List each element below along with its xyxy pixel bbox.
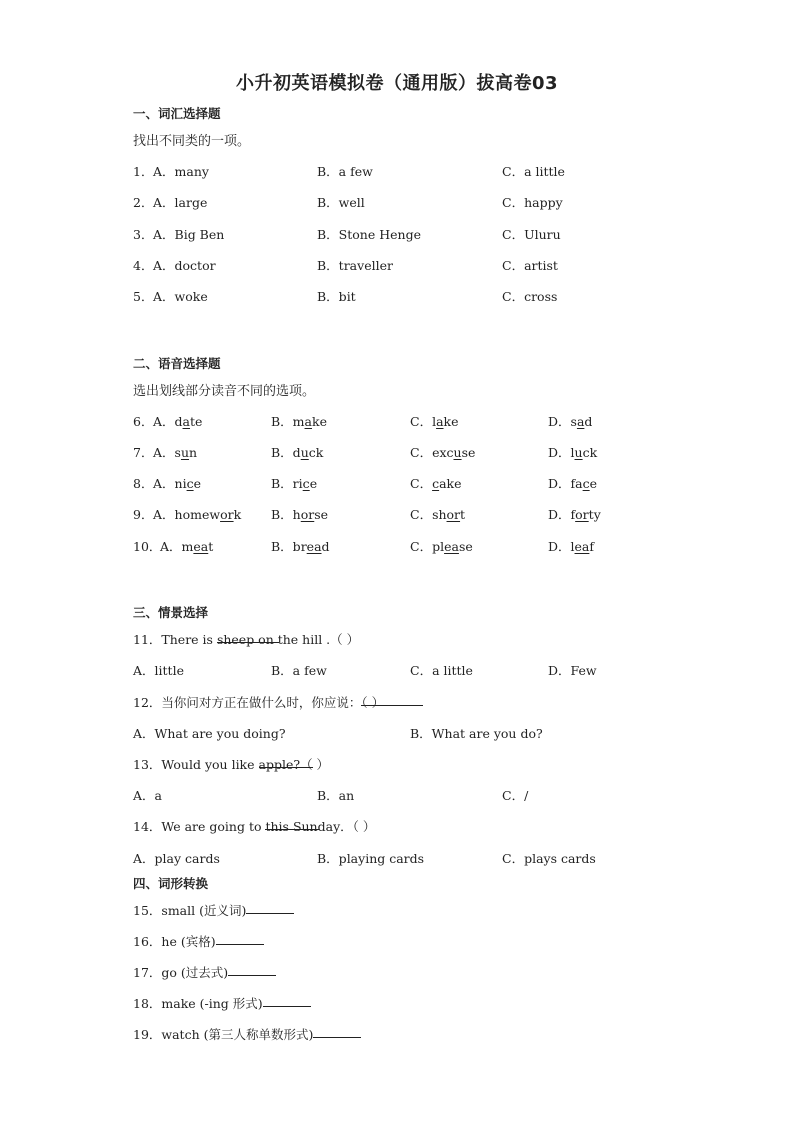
question-number: 8． (133, 476, 154, 491)
question-row (133, 932, 733, 952)
question-number: 1． (133, 164, 154, 179)
question-text: 18．make (-ing 形式) (133, 994, 263, 1012)
question-text: 12．当你问对方正在做什么时，你应说： （ ） (133, 693, 384, 711)
question-number: 3． (133, 227, 154, 242)
question-text: 15．small (近义词) (133, 901, 246, 919)
question-text: 11．There is sheep on the hill .（ ） (133, 632, 360, 647)
question-row (133, 505, 733, 525)
answer-blank[interactable] (246, 901, 294, 914)
option-a: A．play cards (133, 851, 220, 866)
answer-blank[interactable] (361, 693, 423, 706)
option-b: B．an (317, 788, 355, 803)
question-stem (133, 630, 733, 650)
option-d: D．luck (548, 445, 598, 460)
answer-blank[interactable] (265, 817, 319, 830)
question-row (133, 1025, 733, 1045)
option-b: B．a few (271, 663, 327, 678)
option-a: A．Big Ben (153, 227, 225, 242)
option-c: C．please (410, 539, 473, 554)
section-heading-situation: 三、情景选择 (133, 605, 209, 620)
section-heading-vocab: 一、词汇选择题 (133, 106, 221, 121)
question-row (133, 412, 733, 432)
option-a: A．meat (160, 539, 214, 554)
option-c: C．a little (410, 663, 473, 678)
option-a: A．nice (153, 476, 201, 491)
option-b: B．duck (271, 445, 324, 460)
section-instruction-phonics: 选出划线部分读音不同的选项。 (133, 384, 316, 399)
question-text: 19．watch (第三人称单数形式) (133, 1025, 313, 1043)
option-c: C．Uluru (502, 227, 561, 242)
question-row (133, 724, 733, 744)
option-a: A．doctor (153, 258, 216, 273)
question-row (133, 537, 733, 557)
answer-blank[interactable] (313, 1025, 361, 1038)
option-c: C．excuse (410, 445, 476, 460)
option-c: C．artist (502, 258, 558, 273)
option-a: A．What are you doing? (133, 726, 286, 741)
option-b: B．well (317, 195, 365, 210)
question-row (133, 901, 733, 921)
question-number: 10． (133, 539, 162, 554)
option-b: B．rice (271, 476, 318, 491)
question-stem (133, 693, 733, 713)
section-heading-wordforms: 四、词形转换 (133, 876, 209, 891)
option-b: B．traveller (317, 258, 393, 273)
question-row (133, 661, 733, 681)
option-c: C．a little (502, 164, 565, 179)
option-d: D．face (548, 476, 598, 491)
option-d: D．forty (548, 507, 601, 522)
question-text: 16．he (宾格) (133, 932, 216, 950)
option-b: B．Stone Henge (317, 227, 421, 242)
option-a: A．homework (153, 507, 242, 522)
option-c: C．happy (502, 195, 563, 210)
option-b: B．a few (317, 164, 373, 179)
question-stem (133, 755, 733, 775)
option-c: C．lake (410, 414, 459, 429)
option-a: A．sun (153, 445, 198, 460)
option-b: B．playing cards (317, 851, 425, 866)
option-d: D．sad (548, 414, 593, 429)
option-d: D．leaf (548, 539, 595, 554)
question-row (133, 963, 733, 983)
option-a: A．a (133, 788, 162, 803)
answer-blank[interactable] (216, 932, 264, 945)
section-heading-phonics: 二、语音选择题 (133, 356, 221, 371)
question-row (133, 786, 733, 806)
question-row (133, 443, 733, 463)
page-title: 小升初英语模拟卷（通用版）拔高卷03 (235, 73, 559, 94)
section-instruction-vocab: 找出不同类的一项。 (133, 134, 251, 149)
question-number: 6． (133, 414, 154, 429)
question-stem (133, 817, 733, 837)
option-c: C．/ (502, 788, 529, 803)
answer-blank[interactable] (263, 994, 311, 1007)
option-d: D．Few (548, 663, 597, 678)
question-row (133, 287, 733, 307)
question-row (133, 474, 733, 494)
question-row (133, 849, 733, 869)
option-a: A．woke (153, 289, 208, 304)
option-a: A．large (153, 195, 208, 210)
option-c: C．cross (502, 289, 558, 304)
option-b: B．horse (271, 507, 329, 522)
question-number: 9． (133, 507, 154, 522)
option-c: C．plays cards (502, 851, 596, 866)
question-number: 5． (133, 289, 154, 304)
question-row (133, 225, 733, 245)
option-b: B．What are you do? (410, 726, 543, 741)
option-a: A．date (153, 414, 203, 429)
answer-blank[interactable] (259, 755, 313, 768)
option-b: B．bread (271, 539, 330, 554)
option-b: B．make (271, 414, 327, 429)
question-number: 7． (133, 445, 154, 460)
question-number: 2． (133, 195, 154, 210)
option-a: A．many (153, 164, 209, 179)
question-text: 17．go (过去式) (133, 963, 228, 981)
option-c: C．short (410, 507, 466, 522)
question-number: 4． (133, 258, 154, 273)
question-row (133, 994, 733, 1014)
question-row (133, 193, 733, 213)
option-c: C．cake (410, 476, 462, 491)
question-row (133, 256, 733, 276)
question-text: 13．Would you like apple?（ ） (133, 757, 330, 772)
question-text: 14．We are going to this Sunday．（ ） (133, 819, 376, 834)
option-a: A．little (133, 663, 184, 678)
answer-blank[interactable] (217, 630, 279, 643)
question-row (133, 162, 733, 182)
answer-blank[interactable] (228, 963, 276, 976)
option-b: B．bit (317, 289, 356, 304)
